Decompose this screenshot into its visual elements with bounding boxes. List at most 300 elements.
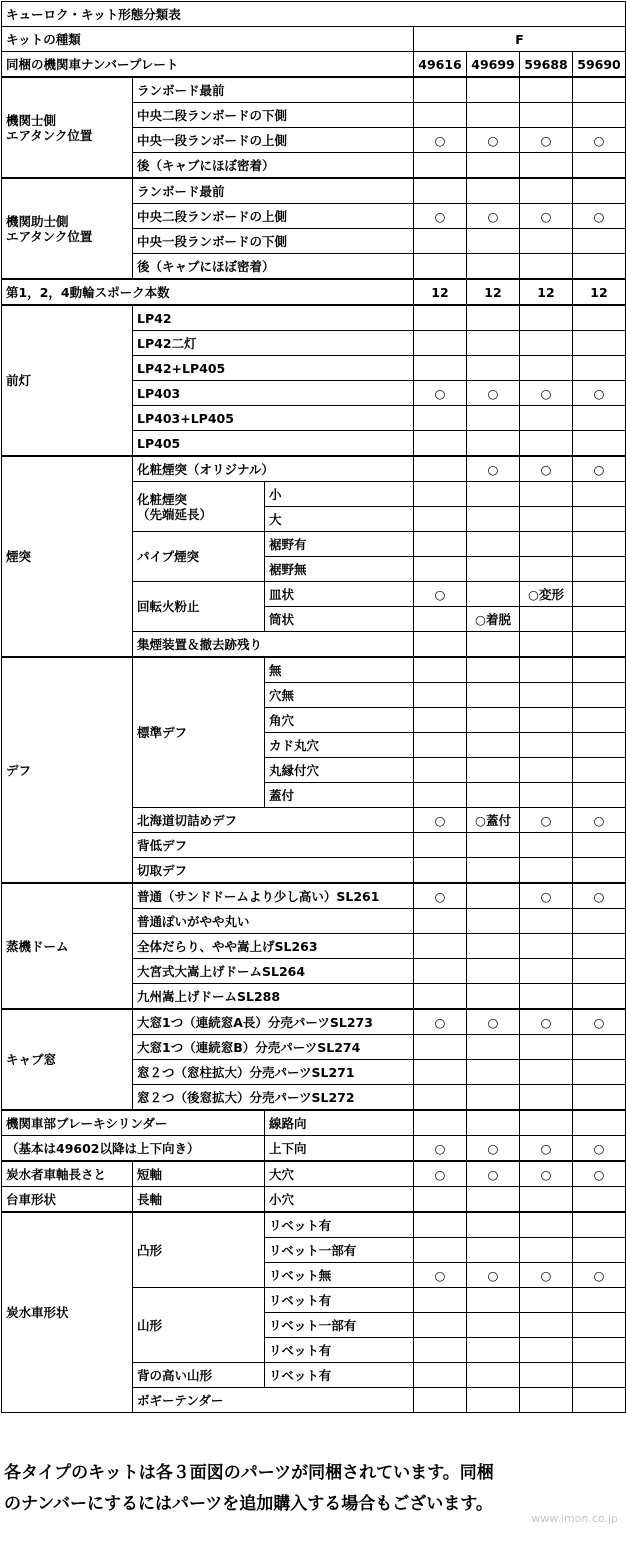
cell [520, 984, 573, 1010]
cell [573, 1187, 626, 1213]
cell [414, 1035, 467, 1060]
cell [414, 1388, 467, 1413]
cell: ○ [520, 1009, 573, 1035]
cell [520, 77, 573, 103]
cell [467, 1338, 520, 1363]
plate-row [2, 52, 626, 78]
cell [414, 178, 467, 204]
cell [520, 103, 573, 128]
cell [414, 229, 467, 254]
cell: ○ [573, 808, 626, 833]
cell [414, 431, 467, 457]
cell [414, 356, 467, 381]
cell [467, 1035, 520, 1060]
cell [520, 254, 573, 280]
cell [414, 607, 467, 632]
cell [467, 858, 520, 884]
row-label: 窓２つ（後窓拡大）分売パーツSL272 [133, 1085, 414, 1111]
row-label: LP42+LP405 [133, 356, 414, 381]
cell [467, 482, 520, 507]
cell [414, 557, 467, 582]
table-row [2, 1212, 626, 1238]
cell [520, 858, 573, 884]
row-label: 北海道切詰めデフ [133, 808, 414, 833]
table-row [2, 1187, 626, 1213]
cell [467, 1363, 520, 1388]
cell: ○変形 [520, 582, 573, 607]
table-row [2, 77, 626, 103]
cell [520, 833, 573, 858]
row-label: リベット有 [265, 1338, 414, 1363]
cell [414, 1288, 467, 1313]
table-row [2, 456, 626, 482]
subgroup-mountain: 山形 [133, 1288, 265, 1363]
table-row [2, 178, 626, 204]
cell [573, 1212, 626, 1238]
row-label: 蓋付 [265, 783, 414, 808]
cell [414, 708, 467, 733]
cell: ○ [520, 1263, 573, 1288]
cell [414, 1085, 467, 1111]
cell [573, 909, 626, 934]
cell: ○ [573, 1161, 626, 1187]
cell [520, 1085, 573, 1111]
cell: ○ [520, 456, 573, 482]
row-label: LP42二灯 [133, 331, 414, 356]
cell [467, 557, 520, 582]
kit-type-row [2, 27, 626, 52]
cell [467, 178, 520, 204]
cell: ○ [467, 456, 520, 482]
cell [520, 1035, 573, 1060]
cell [467, 305, 520, 331]
cell: ○ [414, 204, 467, 229]
cell: ○ [573, 381, 626, 406]
cell [414, 683, 467, 708]
cell [467, 153, 520, 179]
cell: ○ [414, 381, 467, 406]
cell: ○ [520, 883, 573, 909]
footnote-line: のナンバーにするにはパーツを追加購入する場合もございます。 [4, 1494, 493, 1514]
cell [573, 758, 626, 783]
group-chimney: 煙突 [2, 456, 133, 657]
cell: ○ [467, 381, 520, 406]
cell [467, 783, 520, 808]
cell: ○ [520, 381, 573, 406]
cell [467, 532, 520, 557]
cell [520, 356, 573, 381]
row-label: 上下向 [265, 1136, 414, 1162]
row-label: 裾野無 [265, 557, 414, 582]
row-label: カド丸穴 [265, 733, 414, 758]
subgroup-label-line: 化粧煙突 [137, 491, 188, 507]
cell: ○ [573, 1136, 626, 1162]
table-row [2, 883, 626, 909]
cell [573, 1035, 626, 1060]
watermark: www.imon.co.jp [531, 1512, 618, 1525]
cell [467, 984, 520, 1010]
cell [520, 1238, 573, 1263]
group-tender-axle-line: 台車形状 [2, 1187, 133, 1213]
cell [467, 229, 520, 254]
cell [573, 582, 626, 607]
cell: ○ [414, 1161, 467, 1187]
axle-label: 長軸 [133, 1187, 265, 1213]
cell [414, 909, 467, 934]
cell [467, 833, 520, 858]
cell: ○ [573, 1009, 626, 1035]
cell: ○ [467, 1136, 520, 1162]
subgroup-convex: 凸形 [133, 1212, 265, 1288]
cell [520, 934, 573, 959]
cell [520, 959, 573, 984]
cell [414, 1110, 467, 1136]
cell [414, 331, 467, 356]
cell [414, 254, 467, 280]
row-label: 大窓1つ（連続窓B）分売パーツSL274 [133, 1035, 414, 1060]
plate-number: 49616 [414, 52, 467, 78]
cell [573, 532, 626, 557]
cell [467, 909, 520, 934]
cell [520, 482, 573, 507]
cell [573, 482, 626, 507]
cell [520, 657, 573, 683]
row-label: 丸縁付穴 [265, 758, 414, 783]
plate-number: 59690 [573, 52, 626, 78]
cell [414, 456, 467, 482]
row-label: 中央一段ランボードの下側 [133, 229, 414, 254]
row-label: 普通（サンドドームより少し高い）SL261 [133, 883, 414, 909]
footnote [4, 1458, 622, 1520]
group-cab-window: キャブ窓 [2, 1009, 133, 1110]
cell [414, 482, 467, 507]
row-label: 小 [265, 482, 414, 507]
table-title: キューロク・キット形態分類表 [2, 2, 626, 27]
cell [520, 1110, 573, 1136]
table-row [2, 1136, 626, 1162]
cell [467, 331, 520, 356]
row-label: 筒状 [265, 607, 414, 632]
cell [520, 431, 573, 457]
cell: 12 [520, 279, 573, 305]
cell [520, 783, 573, 808]
cell: ○ [573, 1263, 626, 1288]
row-label: リベット一部有 [265, 1313, 414, 1338]
cell [573, 1288, 626, 1313]
plate-number: 59688 [520, 52, 573, 78]
classification-table [1, 1, 626, 1413]
cell [414, 1338, 467, 1363]
cell [467, 1110, 520, 1136]
cell: ○ [414, 1263, 467, 1288]
cell: ○ [414, 1136, 467, 1162]
cell [414, 507, 467, 532]
subgroup-pipe-chimney: パイプ煙突 [133, 532, 265, 582]
cell [520, 532, 573, 557]
cell [467, 934, 520, 959]
row-label: 中央一段ランボードの上側 [133, 128, 414, 153]
cell: ○ [414, 883, 467, 909]
cell [573, 1388, 626, 1413]
group-tender-axle-line: 炭水者車軸長さと [2, 1161, 133, 1187]
cell [467, 683, 520, 708]
cell [520, 1060, 573, 1085]
cell [467, 103, 520, 128]
cell [573, 833, 626, 858]
cell [414, 406, 467, 431]
cell [414, 1363, 467, 1388]
cell [520, 153, 573, 179]
cell [573, 683, 626, 708]
plate-number: 49699 [467, 52, 520, 78]
cell: ○ [573, 128, 626, 153]
group-headlight: 前灯 [2, 305, 133, 456]
row-label: ランボード最前 [133, 178, 414, 204]
cell [520, 758, 573, 783]
row-label: 全体だらり、やや嵩上げSL263 [133, 934, 414, 959]
cell [573, 1238, 626, 1263]
cell [573, 406, 626, 431]
group-label-line: 機関士側 [6, 112, 57, 128]
table-row [2, 1009, 626, 1035]
cell [414, 984, 467, 1010]
row-label: ボギーテンダー [133, 1388, 414, 1413]
cell [573, 1060, 626, 1085]
cell [520, 229, 573, 254]
cell [414, 1313, 467, 1338]
cell: ○ [467, 204, 520, 229]
subgroup-spark-arrester: 回転火粉止 [133, 582, 265, 632]
cell [573, 431, 626, 457]
cell [573, 984, 626, 1010]
cell [520, 1288, 573, 1313]
row-label: 小穴 [265, 1187, 414, 1213]
group-label-line: 機関助士側 [6, 213, 69, 229]
row-label: LP403+LP405 [133, 406, 414, 431]
cell [573, 305, 626, 331]
table-row [2, 305, 626, 331]
cell [573, 858, 626, 884]
cell [573, 1363, 626, 1388]
row-label: LP405 [133, 431, 414, 457]
cell [520, 683, 573, 708]
cell [414, 77, 467, 103]
row-label: 切取デフ [133, 858, 414, 884]
row-label: 裾野有 [265, 532, 414, 557]
cell [414, 532, 467, 557]
cell [573, 1085, 626, 1111]
cell [520, 632, 573, 658]
group-dome: 蒸機ドーム [2, 883, 133, 1009]
cell: 12 [467, 279, 520, 305]
cell [520, 1212, 573, 1238]
cell [467, 657, 520, 683]
group-fireman-tank [2, 178, 133, 279]
cell [467, 507, 520, 532]
row-label: 無 [265, 657, 414, 683]
cell: ○ [414, 808, 467, 833]
cell [414, 1187, 467, 1213]
row-label: リベット無 [265, 1263, 414, 1288]
subgroup-tall-mountain: 背の高い山形 [133, 1363, 265, 1388]
cell: ○ [467, 1263, 520, 1288]
cell: ○ [520, 128, 573, 153]
cell [414, 858, 467, 884]
cell: ○ [520, 1136, 573, 1162]
group-tender-shape: 炭水車形状 [2, 1212, 133, 1413]
cell [414, 1238, 467, 1263]
cell [520, 406, 573, 431]
table-row [2, 657, 626, 683]
row-label: 穴無 [265, 683, 414, 708]
cell [573, 1110, 626, 1136]
group-engineer-tank [2, 77, 133, 178]
table-row [2, 1161, 626, 1187]
cell [520, 1338, 573, 1363]
cell [467, 1288, 520, 1313]
row-label: 後（キャブにほぼ密着） [133, 153, 414, 179]
spokes-label: 第1，2，4動輪スポーク本数 [2, 279, 414, 305]
title-row [2, 2, 626, 27]
cell [573, 607, 626, 632]
subgroup-label-line: （先端延長） [137, 506, 213, 522]
row-label: 窓２つ（窓柱拡大）分売パーツSL271 [133, 1060, 414, 1085]
cell [414, 103, 467, 128]
row-label: リベット有 [265, 1288, 414, 1313]
cell [467, 1313, 520, 1338]
cell [414, 632, 467, 658]
cell [573, 783, 626, 808]
cell [467, 632, 520, 658]
cell: ○ [467, 1009, 520, 1035]
cell [467, 1238, 520, 1263]
cell: ○ [414, 582, 467, 607]
subgroup-extended-chimney [133, 482, 265, 532]
cell [520, 708, 573, 733]
cell [573, 1313, 626, 1338]
plate-label: 同梱の機関車ナンバープレート [2, 52, 414, 78]
row-label: 大窓1つ（連続窓A長）分売パーツSL273 [133, 1009, 414, 1035]
cell [467, 758, 520, 783]
cell [467, 582, 520, 607]
cell: ○ [520, 808, 573, 833]
cell [573, 356, 626, 381]
cell: ○ [520, 1161, 573, 1187]
cell [467, 406, 520, 431]
cell [573, 1338, 626, 1363]
cell [467, 1187, 520, 1213]
cell [467, 733, 520, 758]
row-label: ランボード最前 [133, 77, 414, 103]
cell [467, 77, 520, 103]
group-deflector: デフ [2, 657, 133, 883]
cell [520, 557, 573, 582]
cell: ○着脱 [467, 607, 520, 632]
row-label: 皿状 [265, 582, 414, 607]
cell [520, 1388, 573, 1413]
cell [573, 959, 626, 984]
cell [520, 607, 573, 632]
cell [467, 1060, 520, 1085]
row-label: 背低デフ [133, 833, 414, 858]
cell [573, 77, 626, 103]
group-brake-line: （基本は49602以降は上下向き） [2, 1136, 265, 1162]
kit-type-label: キットの種類 [2, 27, 414, 52]
cell [414, 934, 467, 959]
cell [520, 1363, 573, 1388]
row-label: 集煙装置＆撤去跡残り [133, 632, 414, 658]
cell [573, 657, 626, 683]
cell [414, 833, 467, 858]
footnote-line: 各タイプのキットは各３面図のパーツが同梱されています。同梱 [4, 1463, 494, 1483]
subgroup-standard-deflector: 標準デフ [133, 657, 265, 808]
cell [467, 883, 520, 909]
cell [467, 1085, 520, 1111]
cell: 12 [573, 279, 626, 305]
cell [467, 356, 520, 381]
cell [414, 305, 467, 331]
row-label: LP42 [133, 305, 414, 331]
cell [520, 331, 573, 356]
cell [520, 1313, 573, 1338]
cell [414, 657, 467, 683]
cell [573, 153, 626, 179]
cell [414, 959, 467, 984]
cell [467, 1388, 520, 1413]
row-label: LP403 [133, 381, 414, 406]
row-label: 大穴 [265, 1161, 414, 1187]
cell: 12 [414, 279, 467, 305]
group-label-line: エアタンク位置 [6, 127, 93, 143]
row-label: 中央二段ランボードの上側 [133, 204, 414, 229]
row-label: 線路向 [265, 1110, 414, 1136]
cell [520, 178, 573, 204]
kit-type-value: F [414, 27, 626, 52]
cell [414, 733, 467, 758]
cell [573, 229, 626, 254]
cell [573, 103, 626, 128]
axle-label: 短軸 [133, 1161, 265, 1187]
cell [573, 733, 626, 758]
cell: ○ [520, 204, 573, 229]
cell: ○蓋付 [467, 808, 520, 833]
row-label: リベット有 [265, 1212, 414, 1238]
cell [414, 758, 467, 783]
cell [520, 733, 573, 758]
group-label-line: エアタンク位置 [6, 228, 93, 244]
cell [573, 934, 626, 959]
cell [573, 331, 626, 356]
cell [467, 254, 520, 280]
table-row [2, 279, 626, 305]
row-label: 大 [265, 507, 414, 532]
row-label: リベット一部有 [265, 1238, 414, 1263]
cell [520, 305, 573, 331]
cell [414, 783, 467, 808]
row-label: 後（キャブにほぼ密着） [133, 254, 414, 280]
cell [520, 507, 573, 532]
cell [467, 959, 520, 984]
cell [467, 1212, 520, 1238]
cell: ○ [467, 1161, 520, 1187]
row-label: 角穴 [265, 708, 414, 733]
cell: ○ [467, 128, 520, 153]
cell [467, 708, 520, 733]
cell [467, 431, 520, 457]
cell [573, 557, 626, 582]
row-label: 九州嵩上げドームSL288 [133, 984, 414, 1010]
cell [573, 254, 626, 280]
